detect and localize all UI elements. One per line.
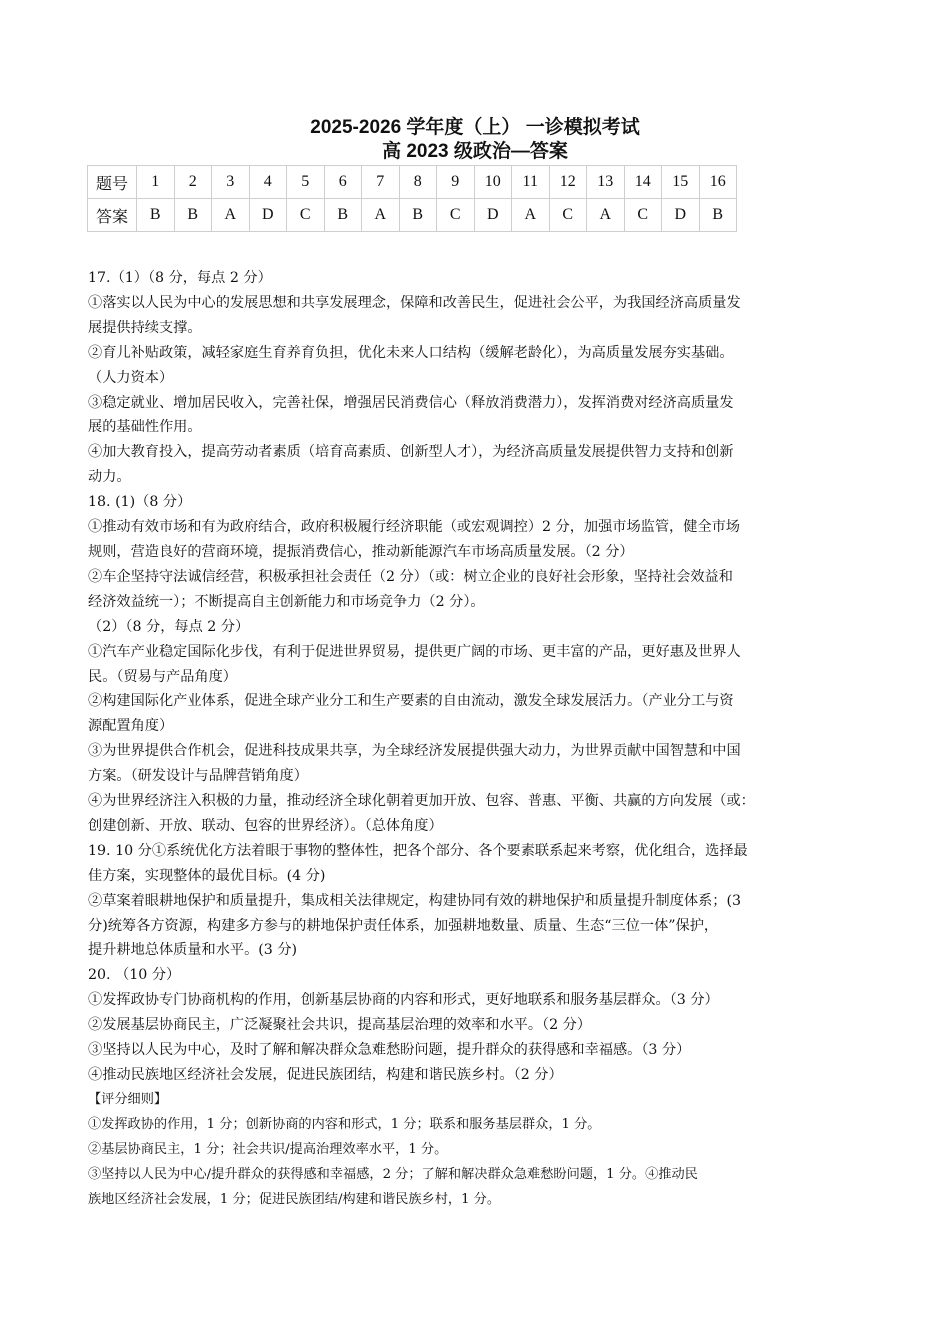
answer-cell: A — [212, 199, 250, 232]
question-number-cell: 13 — [587, 166, 625, 199]
text-line: ③坚持以人民为中心/提升群众的获得感和幸福感，2 分；了解和解决群众急难愁盼问题，1 分。④推动民 — [88, 1166, 698, 1182]
text-line: （人力资本） — [88, 369, 174, 386]
text-line: ③坚持以人民为中心，及时了解和解决群众急难愁盼问题，提升群众的获得感和幸福感。（3 分） — [88, 1042, 691, 1059]
exam-title: 2025-2026 学年度（上） 一诊模拟考试 — [310, 117, 640, 138]
text-line: ④推动民族地区经济社会发展，促进民族团结，构建和谐民族乡村。（2 分） — [88, 1067, 563, 1083]
question-number-cell: 9 — [437, 166, 475, 199]
answer-cell: A — [587, 199, 625, 232]
text-line: 18. (1)（8 分） — [88, 494, 192, 511]
text-line: 【评分细则】 — [88, 1091, 168, 1107]
text-line: 佳方案，实现整体的最优目标。(4 分) — [88, 867, 326, 884]
text-line: 17.（1）（8 分，每点 2 分） — [88, 270, 272, 286]
text-line: 提升耕地总体质量和水平。(3 分) — [88, 942, 298, 959]
text-line: 展提供持续支撑。 — [88, 319, 202, 336]
text-line: 20. （10 分） — [88, 967, 181, 984]
answer-cell: B — [137, 199, 175, 232]
question-number-cell: 5 — [287, 166, 325, 199]
answer-cell: C — [287, 199, 325, 232]
question-number-cell: 14 — [624, 166, 662, 199]
answer-cell: B — [174, 199, 212, 232]
text-line: 创建创新、开放、联动、包容的世界经济）。（总体角度） — [88, 817, 443, 834]
exam-subtitle: 高 2023 级政治—答案 — [382, 141, 568, 162]
text-line: （2）（8 分，每点 2 分） — [88, 618, 250, 635]
text-line: ④为世界经济注入积极的力量，推动经济全球化朝着更加开放、包容、普惠、平衡、共赢的方向发展（或： — [88, 793, 755, 810]
answer-cell: C — [624, 199, 662, 232]
answer-row — [88, 199, 737, 232]
question-number-cell: 1 — [137, 166, 175, 199]
question-number-cell: 7 — [362, 166, 400, 199]
answer-cell: A — [362, 199, 400, 232]
question-number-cell: 12 — [549, 166, 587, 199]
text-line: ①推动有效市场和有为政府结合，政府积极履行经济职能（或宏观调控）2 分，加强市场监管，健全市场 — [88, 519, 740, 536]
question-number-cell: 15 — [662, 166, 700, 199]
question-number-cell: 4 — [249, 166, 287, 199]
answer-cell: B — [399, 199, 437, 232]
question-number-cell: 3 — [212, 166, 250, 199]
question-number-cell: 10 — [474, 166, 512, 199]
text-line: ②草案着眼耕地保护和质量提升，集成相关法律规定，构建协同有效的耕地保护和质量提升制度体系；(3 — [88, 892, 742, 909]
answer-cell: B — [699, 199, 737, 232]
text-line: 民。（贸易与产品角度） — [88, 668, 237, 685]
text-line: ②基层协商民主，1 分；社会共识/提高治理效率水平，1 分。 — [88, 1141, 448, 1157]
answer-cell: A — [512, 199, 550, 232]
question-number-cell: 2 — [174, 166, 212, 199]
text-line: 方案。（研发设计与品牌营销角度） — [88, 768, 308, 785]
text-line: 经济效益统一）；不断提高自主创新能力和市场竞争力（2 分）。 — [88, 593, 485, 610]
question-number-cell: 8 — [399, 166, 437, 199]
text-line: ①发挥政协专门协商机构的作用，创新基层协商的内容和形式，更好地联系和服务基层群众。（3 分） — [88, 992, 719, 1009]
question-number-cell: 11 — [512, 166, 550, 199]
text-line: ④加大教育投入，提高劳动者素质（培育高素质、创新型人才），为经济高质量发展提供智力支持和创新 — [88, 444, 734, 461]
text-line: ②发展基层协商民主，广泛凝聚社会共识，提高基层治理的效率和水平。（2 分） — [88, 1017, 592, 1034]
answer-cell: D — [662, 199, 700, 232]
text-line: ①汽车产业稳定国际化步伐，有利于促进世界贸易，提供更广阔的市场、更丰富的产品，更好惠及世界人 — [88, 643, 741, 660]
text-line: 19. 10 分①系统优化方法着眼于事物的整体性，把各个部分、各个要素联系起来考察，优化组合，选择最 — [88, 842, 748, 859]
text-line: ②育儿补贴政策，减轻家庭生育养育负担，优化未来人口结构（缓解老龄化），为高质量发展夯实基础。 — [88, 344, 734, 361]
text-line: ②车企坚持守法诚信经营，积极承担社会责任（2 分）（或：树立企业的良好社会形象，坚持社会效益和 — [88, 568, 733, 585]
answer-cell: B — [324, 199, 362, 232]
text-line: ③为世界提供合作机会，促进科技成果共享，为全球经济发展提供强大动力，为世界贡献中国智慧和中国 — [88, 743, 741, 760]
text-line: ②构建国际化产业体系，促进全球产业分工和生产要素的自由流动，激发全球发展活力。（产业分工与资 — [88, 693, 734, 710]
question-number-cell: 6 — [324, 166, 362, 199]
text-line: ①发挥政协的作用，1 分；创新协商的内容和形式，1 分；联系和服务基层群众，1 分。 — [88, 1116, 601, 1132]
text-line: ①落实以人民为中心的发展思想和共享发展理念，保障和改善民生，促进社会公平，为我国经济高质量发 — [88, 294, 741, 311]
text-line: 分)统筹各方资源，构建多方参与的耕地保护责任体系，加强耕地数量、质量、生态“三位一体”保护， — [88, 917, 719, 934]
text-line: 族地区经济社会发展，1 分；促进民族团结/构建和谐民族乡村，1 分。 — [88, 1191, 501, 1207]
answer-table — [87, 165, 737, 232]
text-line: ③稳定就业、增加居民收入，完善社保，增强居民消费信心（释放消费潜力），发挥消费对经济高质量发 — [88, 394, 734, 411]
question-number-cell: 16 — [699, 166, 737, 199]
answer-cell: D — [249, 199, 287, 232]
answer-cell: D — [474, 199, 512, 232]
text-line: 动力。 — [88, 469, 131, 486]
answer-explanations — [88, 266, 878, 1212]
text-line: 展的基础性作用。 — [88, 419, 202, 436]
text-line: 规则，营造良好的营商环境，提振消费信心，推动新能源汽车市场高质量发展。（2 分） — [88, 543, 634, 560]
answer-cell: C — [549, 199, 587, 232]
row-label-number: 题号 — [88, 166, 137, 199]
row-label-answer: 答案 — [88, 199, 137, 232]
question-number-row — [88, 166, 737, 199]
answer-cell: C — [437, 199, 475, 232]
text-line: 源配置角度） — [88, 718, 174, 735]
